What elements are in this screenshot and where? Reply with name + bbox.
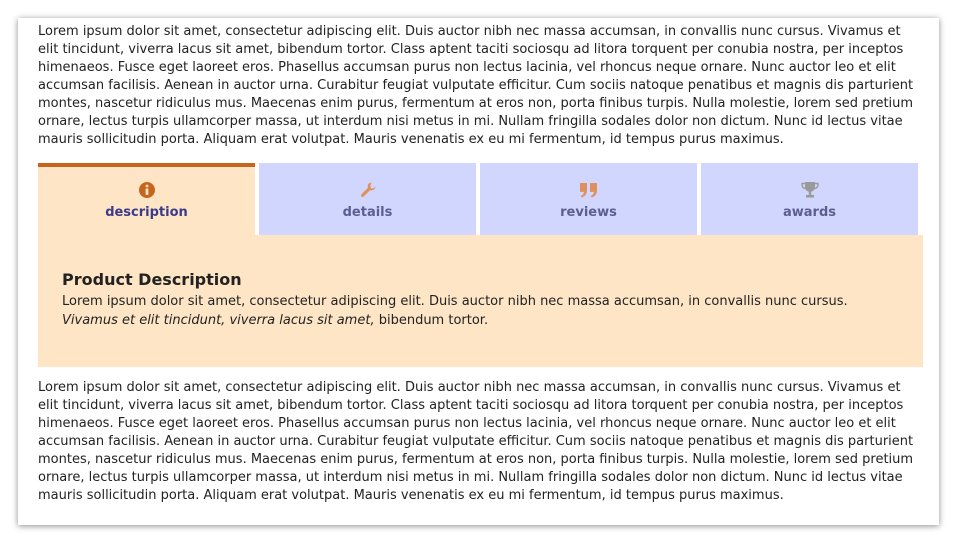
- quote-icon: [480, 181, 697, 199]
- panel-text-tail: bibendum tortor.: [374, 313, 489, 328]
- tab-panel-description: [38, 235, 923, 367]
- page-card: [18, 18, 939, 525]
- panel-text: [62, 292, 902, 330]
- intro-paragraph: Lorem ipsum dolor sit amet, consectetur adipiscing elit. Duis auctor nibh nec massa accumsan, in convallis nunc cursus. Vivamus et elit tincidunt, viverra lacus sit amet, bibendum tortor. Class aptent taciti sociosqu ad litora torquent per conubia nostra, per inceptos himenaeos. Fusce eget laoreet eros. Phasellus accumsan purus non lectus lacinia, vel rhoncus neque ornare. Nunc auctor leo et elit accumsan facilisis. Aenean in auctor urna. Curabitur feugiat vulputate efficitur. Cum sociis natoque penatibus et magnis dis parturient montes, nascetur ridiculus mus. Maecenas enim purus, fermentum at eros non, porta finibus turpis. Nulla molestie, lorem sed pretium ornare, lectus turpis ullamcorper massa, ut interdum nisi metus in mi. Nullam fringilla sodales dolor non dictum. Nunc id lectus vitae mauris sollicitudin porta. Aliquam erat volutpat. Mauris venenatis ex eu mi fermentum, id tempus purus maximus.: [38, 24, 914, 147]
- tab-reviews-label: reviews: [560, 205, 617, 220]
- info-circle-icon: [38, 181, 255, 199]
- tab-description[interactable]: [38, 163, 255, 235]
- wrench-icon: [259, 181, 476, 199]
- outro-paragraph: Lorem ipsum dolor sit amet, consectetur adipiscing elit. Duis auctor nibh nec massa accumsan, in convallis nunc cursus. Vivamus et elit tincidunt, viverra lacus sit amet, bibendum tortor. Class aptent taciti sociosqu ad litora torquent per conubia nostra, per inceptos himenaeos. Fusce eget laoreet eros. Phasellus accumsan purus non lectus lacinia, vel rhoncus neque ornare. Nunc auctor leo et elit accumsan facilisis. Aenean in auctor urna. Curabitur feugiat vulputate efficitur. Cum sociis natoque penatibus et magnis dis parturient montes, nascetur ridiculus mus. Maecenas enim purus, fermentum at eros non, porta finibus turpis. Nulla molestie, lorem sed pretium ornare, lectus turpis ullamcorper massa, ut interdum nisi metus in mi. Nullam fringilla sodales dolor non dictum. Nunc id lectus vitae mauris sollicitudin porta. Aliquam erat volutpat. Mauris venenatis ex eu mi fermentum, id tempus purus maximus.: [38, 380, 914, 503]
- tab-awards-label: awards: [782, 205, 836, 220]
- tab-details[interactable]: [259, 163, 476, 235]
- tab-bar: [38, 163, 923, 235]
- trophy-icon: [701, 181, 918, 199]
- tab-details-label: details: [342, 205, 393, 220]
- panel-text-italic: Vivamus et elit tincidunt, viverra lacus sit amet,: [62, 313, 375, 328]
- tab-awards[interactable]: [701, 163, 918, 235]
- tab-description-label: description: [105, 205, 188, 220]
- panel-title: Product Description: [62, 270, 242, 289]
- panel-text-line1: Lorem ipsum dolor sit amet, consectetur adipiscing elit. Duis auctor nibh nec massa accumsan, in convallis nunc cursus.: [62, 294, 848, 309]
- tab-reviews[interactable]: [480, 163, 697, 235]
